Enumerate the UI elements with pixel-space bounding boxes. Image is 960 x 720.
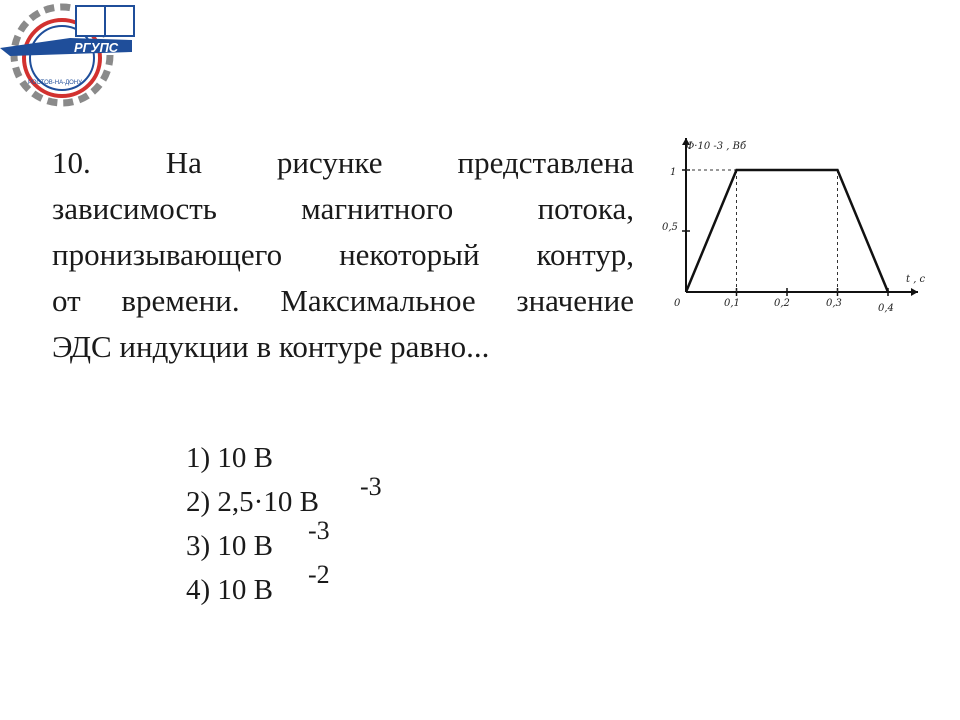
chart-x-tick-label: 0,2 <box>774 298 790 309</box>
answer-exponent: -3 <box>308 516 330 545</box>
chart-series-line <box>686 170 888 292</box>
question-word: рисунке <box>276 145 383 180</box>
chart-y-tick-label: 1 <box>670 167 677 178</box>
flux-time-graph <box>656 130 932 330</box>
answer-label: 1) 10 В <box>186 442 273 474</box>
question-line <box>52 186 634 232</box>
question-text <box>52 140 634 370</box>
chart-y-tick-label: 0,5 <box>662 222 678 233</box>
question-line <box>52 278 634 324</box>
logo-text: РГУПС <box>74 40 119 55</box>
chart-x-tick-label: 0,3 <box>826 298 842 309</box>
question-word: от <box>52 283 81 318</box>
question-word: некоторый <box>339 237 480 272</box>
logo-ring-text: РОСТОВ-НА-ДОНУ <box>28 80 82 86</box>
chart-y-axis-label: Ф·10 -3 , Вб <box>686 141 747 152</box>
question-word: Максимальное <box>280 283 476 318</box>
question-line <box>52 232 634 278</box>
question-line <box>52 140 634 186</box>
chart-x-tick-label: 0,4 <box>878 303 894 314</box>
answer-option-4[interactable] <box>186 560 330 612</box>
answer-exponent: -3 <box>360 472 382 501</box>
question-word: контур, <box>536 237 634 272</box>
chart-x-axis-label: t , c <box>906 274 926 285</box>
chart-x-arrow-icon <box>911 288 918 296</box>
question-line <box>52 324 634 370</box>
university-logo <box>0 0 140 110</box>
question-word: 10. <box>52 145 91 180</box>
chart-x-tick-label: 0 <box>674 298 681 309</box>
question-word: времени. <box>121 283 240 318</box>
question-word: зависимость <box>52 191 217 226</box>
answer-label: 4) 10 В <box>186 574 273 606</box>
question-word: значение <box>516 283 634 318</box>
answer-option-3[interactable] <box>186 516 330 568</box>
chart-x-tick-label: 0,1 <box>724 298 740 309</box>
question-word: представлена <box>457 145 634 180</box>
answer-option-1[interactable] <box>186 436 319 480</box>
question-word: На <box>165 145 202 180</box>
question-word: магнитного <box>301 191 454 226</box>
question-word: пронизывающего <box>52 237 283 272</box>
answer-exponent: -2 <box>308 560 330 589</box>
answer-label: 3) 10 В <box>186 530 273 562</box>
answer-label: 2) 2,5·10 В <box>186 486 319 518</box>
answer-list <box>186 436 382 612</box>
question-word: потока, <box>537 191 634 226</box>
answer-option-2[interactable] <box>186 472 382 524</box>
question-word: ЭДС индукции в контуре равно... <box>52 329 490 364</box>
